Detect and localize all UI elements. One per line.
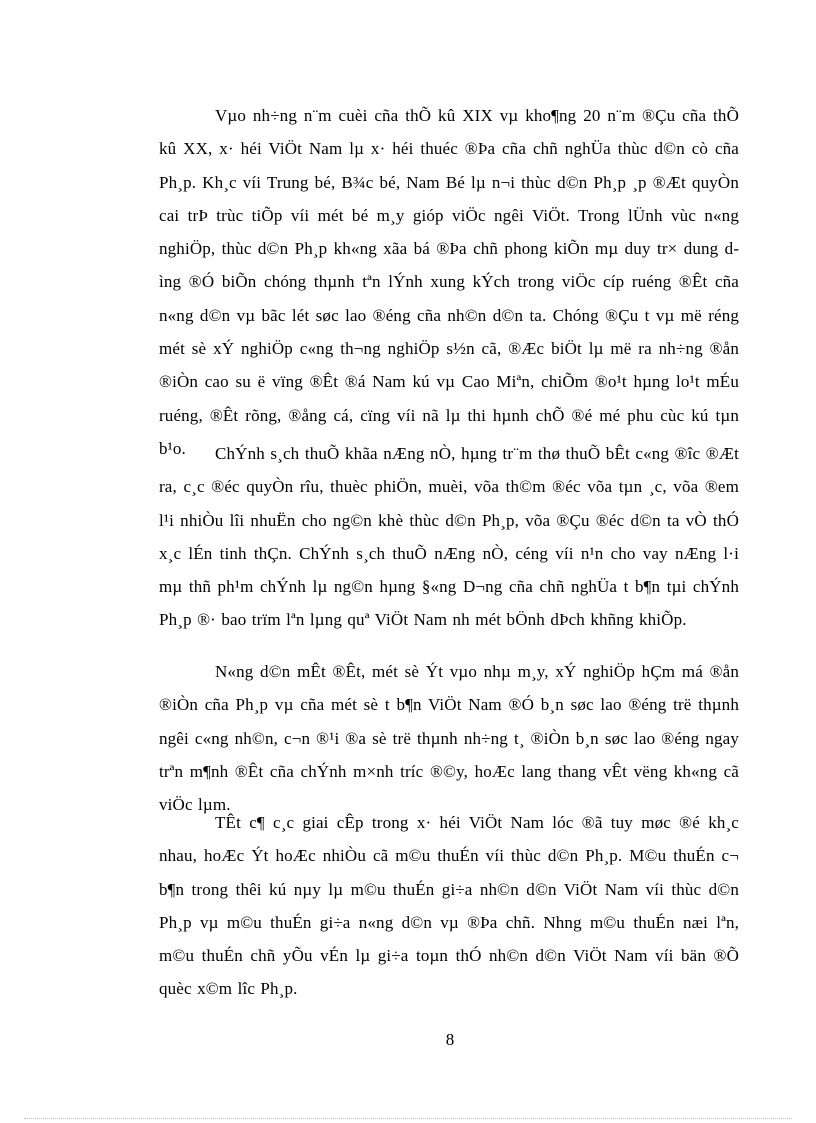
page-number: 8 bbox=[445, 1030, 455, 1049]
paragraph-3: N«ng d©n mÊt ®Êt, mét sè Ýt vµo nhµ m¸y, xÝ nghiÖp hÇm má ®ån ®iÒn cña Ph¸p vµ cña mét sè t b¶n ViÖt Nam ®Ó b¸n søc lao ®éng trë thµnh ngêi c«ng nh©n, c¬n ®¹i ®a sè trë thµnh nh÷ng t¸ ®iÒn b¸n søc lao ®éng ngay trªn m¶nh ®Êt cña chÝnh m×nh tríc ®©y, hoÆc lang thang vÊt vëng kh«ng cã viÖc lµm. bbox=[159, 662, 739, 815]
paragraph-1: Vµo nh÷ng n¨m cuèi cña thÕ kû XIX vµ kho¶ng 20 n¨m ®Çu cña thÕ kû XX, x· héi ViÖt Nam lµ x· héi thuéc ®Þa cña chñ nghÜa thùc d©n cò cña Ph¸p. Kh¸c víi Trung bé, B¾c bé, Nam Bé lµ n¬i thùc d©n Ph¸p ¸p ®Æt quyÒn cai trÞ trùc tiÕp víi mét bé m¸y gióp viÖc ngêi ViÖt. Trong lÜnh vùc n«ng nghiÖp, thùc d©n Ph¸p kh«ng xãa bá ®Þa chñ phong kiÕn mµ duy tr× dung dìng ®Ó biÕn chóng thµnh tªn lÝnh xung kÝch trong viÖc cíp ruéng ®Êt cña n«ng d©n vµ bãc lét søc lao ®éng cña nh©n d©n ta. Chóng ®Çu t vµ më réng mét sè xÝ nghiÖp c«ng th¬ng nghiÖp s½n cã, ®Æc biÖt lµ më ra nh÷ng ®ån ®iÒn cao su ë vïng ®Êt ®á Nam kú vµ Cao Miªn, chiÕm ®o¹t hµng lo¹t mÉu ruéng, ®Êt rõng, ®ång cá, cïng víi nã lµ thi hµnh chÕ ®é mé phu cùc kú tµn b¹o. bbox=[159, 106, 739, 458]
paragraph-4: TÊt c¶ c¸c giai cÊp trong x· héi ViÖt Nam lóc ®ã tuy møc ®é kh¸c nhau, hoÆc Ýt hoÆc nhiÒu cã m©u thuÉn víi thùc d©n Ph¸p. M©u thuÉn c¬ b¶n trong thêi kú nµy lµ m©u thuÉn gi÷a nh©n d©n ViÖt Nam víi thùc d©n Ph¸p vµ m©u thuÉn gi÷a n«ng d©n vµ ®Þa chñ. Nhng m©u thuÉn næi lªn, m©u thuÉn chñ yÕu vÉn lµ gi÷a toµn thÓ nh©n d©n ViÖt Nam víi bän ®Õ quèc x©m lîc Ph¸p. bbox=[159, 813, 739, 999]
page-bottom-divider bbox=[24, 1118, 792, 1119]
paragraph-2: ChÝnh s¸ch thuÕ khãa nÆng nÒ, hµng tr¨m thø thuÕ bÊt c«ng ®îc ®Æt ra, c¸c ®éc quyÒn rîu, thuèc phiÖn, muèi, võa th©m ®éc võa tµn ¸c, võa ®em l¹i nhiÒu lîi nhuËn cho ng©n khè thùc d©n Ph¸p, võa ®Çu ®éc d©n ta vÒ thÓ x¸c lÉn tinh thÇn. ChÝnh s¸ch thuÕ nÆng nÒ, céng víi n¹n cho vay nÆng l·i mµ thñ ph¹m chÝnh lµ ng©n hµng §«ng D¬ng cña chñ nghÜa t b¶n tµi chÝnh Ph¸p ®· bao trïm lªn lµng quª ViÖt Nam nh mét bÖnh dÞch khñng khiÕp. bbox=[159, 444, 739, 630]
